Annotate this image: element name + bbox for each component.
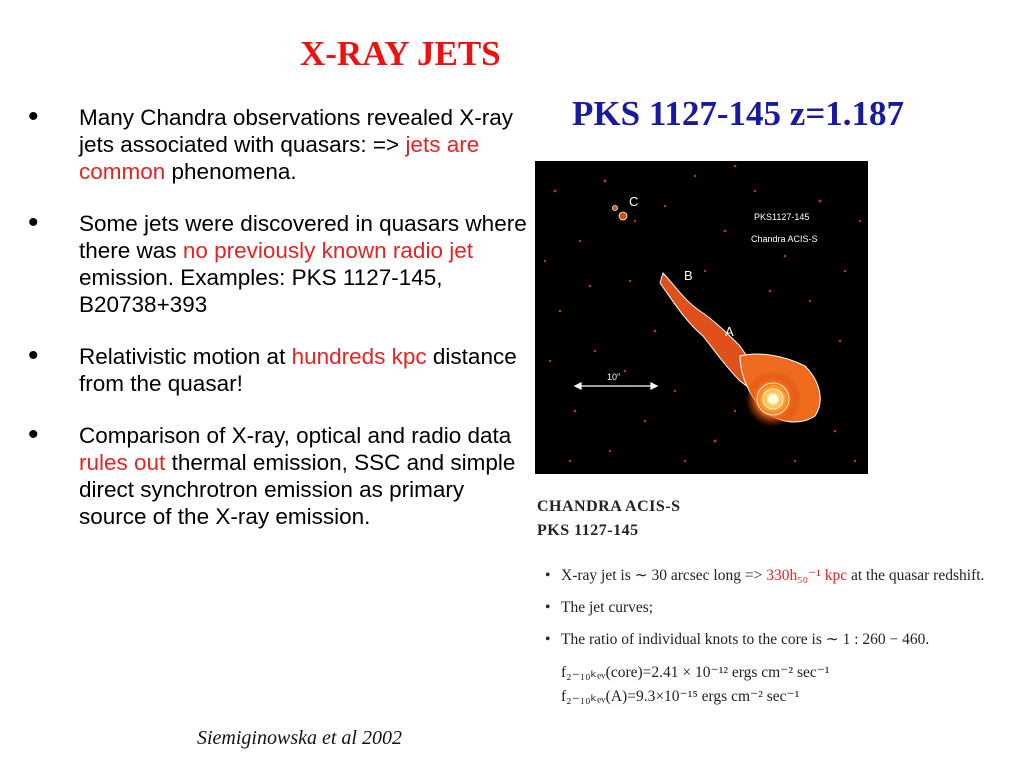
bullet-text-end: distance from the quasar! bbox=[79, 344, 517, 396]
jet-emission bbox=[660, 273, 820, 427]
knot-a-label: A bbox=[725, 324, 734, 339]
bullet-highlight: no previously known radio jet bbox=[182, 238, 473, 263]
note-text: The jet curves; bbox=[561, 599, 654, 616]
bullet-highlight: hundreds kpc bbox=[291, 344, 427, 369]
bullet-dot-icon: • bbox=[28, 206, 39, 239]
bullet-highlight: jets are common bbox=[79, 132, 480, 184]
note-dot-icon: • bbox=[545, 631, 551, 648]
bullet-list bbox=[28, 100, 528, 555]
bullet-text: Some jets were discovered in quasars where there was bbox=[79, 211, 527, 263]
bullet-item bbox=[28, 100, 528, 185]
scale-bar-label: 10" bbox=[607, 372, 621, 382]
panel-title bbox=[537, 495, 680, 543]
panel-notes bbox=[545, 565, 985, 709]
bullet-text: Comparison of X-ray, optical and radio data bbox=[79, 423, 512, 448]
bullet-text: Many Chandra observations revealed X-ray jets associated with quasars: => bbox=[79, 105, 513, 157]
knot-c-blob bbox=[613, 206, 628, 221]
note-item bbox=[545, 629, 985, 651]
panel-title-instrument: CHANDRA ACIS-S bbox=[537, 498, 681, 515]
bullet-text-end: emission. Examples: PKS 1127-145, B20738+393 bbox=[79, 265, 443, 317]
scale-bar bbox=[575, 383, 657, 389]
bullet-dot-icon: • bbox=[28, 339, 39, 372]
bullet-text-end: phenomena. bbox=[165, 159, 297, 184]
slide-title: X-RAY JETS bbox=[300, 34, 501, 73]
xray-image bbox=[535, 161, 868, 474]
source-title: PKS 1127-145 z=1.187 bbox=[572, 94, 905, 133]
note-highlight: 330h₅₀⁻¹ kpc bbox=[766, 567, 848, 584]
flux-core-formula: f₂₋₁₀ₖₑᵥ(core)=2.41 × 10⁻¹² ergs cm⁻² sec⁻¹ bbox=[561, 664, 830, 681]
note-text-end: at the quasar redshift. bbox=[847, 567, 985, 584]
image-source-label: PKS1127-145 bbox=[754, 212, 810, 222]
note-text: The ratio of individual knots to the core is ∼ 1 : 260 − 460. bbox=[561, 631, 930, 648]
note-dot-icon: • bbox=[545, 599, 551, 616]
flux-a-formula: f₂₋₁₀ₖₑᵥ(A)=9.3×10⁻¹⁵ ergs cm⁻² sec⁻¹ bbox=[561, 688, 800, 705]
bullet-item bbox=[28, 339, 528, 397]
bullet-text: Relativistic motion at bbox=[79, 344, 292, 369]
bullet-item bbox=[28, 206, 528, 318]
citation: Siemiginowska et al 2002 bbox=[197, 727, 402, 749]
image-instrument-label: Chandra ACIS-S bbox=[751, 234, 818, 244]
note-dot-icon: • bbox=[545, 567, 551, 584]
note-item bbox=[545, 597, 985, 619]
note-item bbox=[545, 565, 985, 587]
bullet-text-end: thermal emission, SSC and simple direct synchrotron emission as primary source of the X-ray emission. bbox=[79, 450, 516, 529]
panel-title-source: PKS 1127-145 bbox=[537, 522, 639, 539]
note-text: X-ray jet is ∼ 30 arcsec long => bbox=[561, 567, 767, 584]
bullet-dot-icon: • bbox=[28, 418, 39, 451]
bullet-item bbox=[28, 418, 528, 530]
bullet-highlight: rules out bbox=[79, 450, 166, 475]
bullet-dot-icon: • bbox=[28, 100, 39, 133]
knot-b-label: B bbox=[684, 268, 693, 283]
xray-image-svg bbox=[535, 161, 868, 474]
knot-c-label: C bbox=[629, 194, 639, 209]
